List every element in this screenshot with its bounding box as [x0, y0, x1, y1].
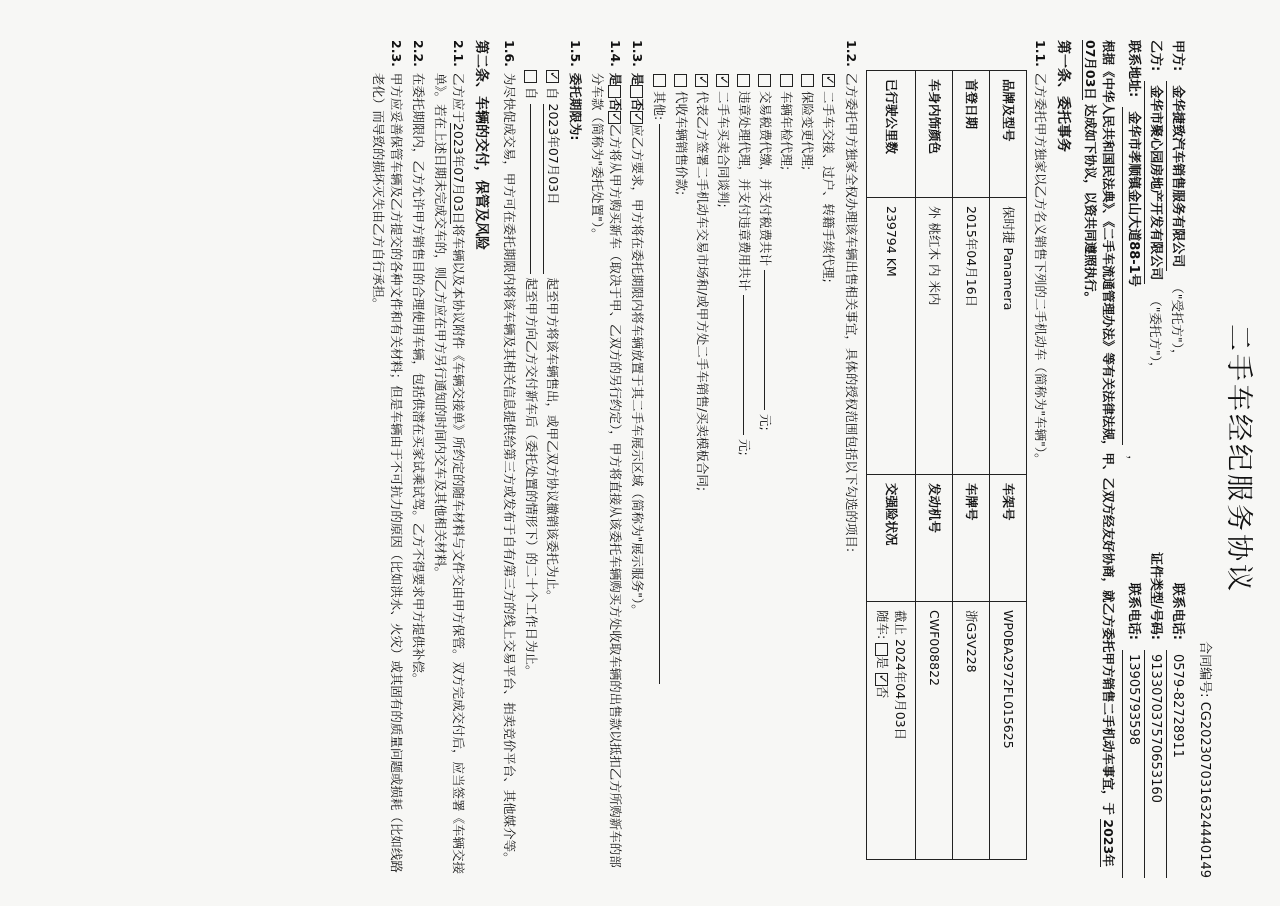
clause-number: 1.6. [501, 40, 517, 67]
contract-number-value: CG2023070316324440149 [1196, 701, 1212, 878]
option-label: 其他: [652, 91, 668, 121]
term-from: 自 [545, 87, 561, 100]
clause-1-2 [841, 40, 859, 878]
option-item [714, 74, 732, 878]
amount-blank[interactable] [743, 295, 744, 435]
preamble-part1: 根据《中华人民共和国民法典》、《二手车流通管理办法》等有关法律法规，甲、乙双方经友好协商，就乙方委托甲方销售二手机动车事宜，于 [1101, 40, 1117, 816]
contract-number [1194, 40, 1213, 878]
clause-2-1 [431, 40, 467, 878]
plate-label: 车牌号 [952, 475, 989, 602]
vin-label: 车架号 [989, 475, 1026, 602]
clause-2-3 [369, 40, 405, 878]
party-a-label: 甲方: [1170, 40, 1186, 72]
brand-model-value: 保时捷 Panamera [989, 198, 1026, 475]
option-checkbox[interactable] [780, 74, 793, 87]
option-label: 车辆年检代理; [779, 91, 795, 171]
option-checkbox[interactable] [674, 74, 687, 87]
table-row [866, 71, 915, 860]
clause-number: 2.2. [410, 40, 426, 67]
engine-no-value: CWF008822 [915, 602, 952, 860]
clause-text: 应乙方要求，甲方将在委托期限内将车辆放置于其二手车展示区域（简称为"展示服务"）。 [630, 123, 646, 617]
option-checkbox[interactable] [801, 74, 814, 87]
option-label: 保险变更代理; [800, 91, 816, 171]
contact-address-label: 联系地址: [1126, 40, 1142, 98]
term-date: 2023年07月03日 [543, 104, 562, 274]
option-checkbox[interactable] [737, 74, 750, 87]
clause-1-1 [1031, 40, 1049, 878]
option-item [693, 74, 711, 878]
option-suffix: 元; [736, 439, 752, 456]
clause-1-3 [628, 40, 646, 878]
option-checkbox[interactable] [716, 74, 729, 87]
section-1-title: 第一条、委托事务 [1055, 40, 1072, 152]
term-option-2 [522, 70, 540, 878]
other-blank[interactable] [659, 124, 660, 684]
option-item [756, 74, 774, 878]
clause-1-6 [499, 40, 517, 878]
party-a-line [1166, 40, 1186, 878]
contact-phone-label: 联系电话: [1126, 582, 1142, 640]
party-b-name: 金华市聚心园房地产开发有限公司 [1144, 81, 1164, 284]
table-row [915, 71, 952, 860]
engine-no-label: 发动机号 [915, 475, 952, 602]
mileage-label: 已行驶公里数 [866, 71, 915, 198]
party-b-line [1144, 40, 1164, 878]
option-label: 代收车辆销售价款; [673, 91, 689, 196]
contact-line [1122, 40, 1142, 878]
color-label: 车身内饰颜色 [915, 71, 952, 198]
term-text: 起至甲方向乙方交付新车后（委托处置的情形下）的二十个工作日为止。 [523, 277, 539, 678]
term-from: 自 [523, 87, 539, 100]
clause-text: 在委托期限内，乙方允许甲方销售目的合理使用车辆，包括供潜在买家试乘试驾。乙方不得要求甲方提供补偿。 [410, 72, 426, 686]
section-2-title: 第二条、车辆的交付，保管及风险 [473, 40, 490, 250]
yes-checkbox[interactable] [630, 85, 643, 98]
preamble [1081, 40, 1117, 878]
party-b-id-label: 证件类型/号码: [1148, 552, 1164, 640]
yes-label: 是 [630, 72, 646, 86]
no-checkbox[interactable] [608, 111, 621, 124]
option-checkbox[interactable] [695, 74, 708, 87]
clause-number: 1.2. [843, 40, 859, 67]
contact-address: 金华市孝顺镇金山大道88-1号 [1122, 107, 1142, 445]
yes-checkbox[interactable] [608, 85, 621, 98]
amount-blank[interactable] [765, 270, 766, 410]
vehicle-info-table [866, 70, 1027, 860]
contract-number-label: 合同编号: [1196, 641, 1212, 698]
yes-label: 是 [608, 72, 624, 86]
term-text: 起至甲方将该车辆售出，或甲乙双方协议撤销该委托为止。 [545, 277, 561, 603]
term-option-1 [543, 70, 562, 878]
insurance-value [866, 602, 915, 860]
option-checkbox[interactable] [759, 74, 772, 87]
option-label: 交易税费代缴，并支付税费共计 [758, 91, 774, 267]
mileage-value: 239794 KM [866, 198, 915, 475]
party-a-role: （"受托方"）， [1170, 281, 1186, 362]
table-row [952, 71, 989, 860]
first-registration-value: 2015年04月16日 [952, 198, 989, 475]
with-car-label: 随车: [874, 610, 890, 640]
contact-phone: 13905793598 [1122, 650, 1142, 878]
option-suffix: 元; [758, 414, 774, 431]
clause-2-2 [409, 40, 427, 878]
plate-value: 浙G3V228 [952, 602, 989, 860]
preamble-part2: 达成如下协议，以资共同遵照执行。 [1083, 104, 1099, 305]
insurance-yes-label: 是 [874, 656, 890, 669]
clause-1-5 [566, 40, 584, 878]
party-a-phone: 0579-82728911 [1166, 650, 1186, 878]
party-b-role: （"委托方"）， [1148, 294, 1164, 375]
term-checkbox[interactable] [546, 70, 559, 83]
clause-1-4 [588, 40, 624, 878]
option-item [735, 74, 753, 878]
clause-title: 委托期限为: [567, 72, 583, 141]
insurance-with-car [873, 610, 891, 851]
term-checkbox[interactable] [524, 70, 537, 83]
clause-text: 乙方委托甲方独家以乙方名义销售下列的二手机动车（简称为"车辆"）。 [1032, 72, 1048, 466]
option-label: 二手车买卖合同谈判; [715, 91, 731, 208]
insurance-expiry: 截止 2024年04月03日 [892, 610, 908, 741]
option-checkbox[interactable] [822, 74, 835, 87]
clause-number: 1.3. [630, 40, 646, 67]
insurance-no-label: 否 [874, 685, 890, 699]
preamble-date: 2023年07月03日 [1083, 40, 1117, 867]
option-label: 违章处理代理，并支付违章费用共计 [736, 91, 752, 292]
clause-text-b: 将车辆以及本协议附件《车辆交接单》所约定的随车材料与文件交由甲方保管。双方完成交付后，应当签署《车辆交接单》。若在上述日期未完成交车的，则乙方应在甲方另行通知的时间内交车及其他相关材料。 [433, 72, 467, 875]
clause-text: 甲方应妥善保管车辆及乙方提交的各种文件和有关材料；但是车辆由于不可抗力的原因（比如洪水、火灾）或其固有的质量问题或损耗（比如线路老化）而导致的损坏灭失由乙方自行承担。 [370, 72, 404, 873]
brand-model-label: 品牌及型号 [989, 71, 1026, 198]
clause-number: 2.3. [388, 40, 404, 67]
option-label: 二手车交接、过户、转籍手续代理; [821, 91, 837, 283]
vin-value: WP0BA2972FL015625 [989, 602, 1026, 860]
no-checkbox[interactable] [630, 111, 643, 124]
option-item [819, 74, 837, 878]
authorization-options [650, 40, 837, 878]
insurance-label: 交强险状况 [866, 475, 915, 602]
no-label: 否 [630, 98, 646, 111]
clause-text-a: 乙方应于 [451, 72, 467, 123]
option-item [798, 74, 816, 878]
option-item [671, 74, 689, 878]
clause-number: 2.1. [451, 40, 467, 67]
clause-text: 乙方委托甲方独家全权办理该车辆出售相关事宜，具体的授权范围包括以下勾选的项目: [843, 72, 859, 553]
option-label: 代表乙方签署二手机动车交易市场和/或甲方处二手车销售/买卖模板合同; [694, 91, 710, 492]
option-item [650, 74, 668, 878]
insurance-no-checkbox[interactable] [875, 673, 888, 686]
party-a-phone-label: 联系电话: [1170, 582, 1186, 640]
clause-text: 乙方将从甲方购买新车（取决于甲、乙双方的另行约定），甲方将直接从该委托车辆购买方处收取车辆的出售款以抵扣乙方所购新车的部分车款（简称为"委托处置"）。 [590, 72, 624, 868]
first-registration-label: 首登日期 [952, 71, 989, 198]
no-label: 否 [608, 98, 624, 111]
option-checkbox[interactable] [653, 74, 666, 87]
clause-number: 1.4. [608, 40, 624, 67]
party-b-id: 913307037570653160 [1144, 650, 1164, 878]
party-a-name: 金华捷致汽车销售服务有限公司 [1166, 81, 1186, 271]
party-b-label: 乙方: [1148, 40, 1164, 72]
clause-number: 1.1. [1032, 40, 1048, 67]
delivery-date: 2023年07月03日 [451, 122, 467, 225]
clause-text: 为尽快促成交易，甲方可在委托期限内将该车辆及其相关信息提供给第三方或发布于自有/第三方的线上交易平台、拍卖竞价平台、其他媒介等。 [501, 72, 517, 865]
insurance-yes-checkbox[interactable] [875, 643, 888, 656]
term-date-blank[interactable] [530, 104, 531, 274]
document-title: 二手车经纪服务协议 [1223, 324, 1254, 594]
contact-sep: ， [1126, 455, 1142, 468]
option-item [777, 74, 795, 878]
table-row [989, 71, 1026, 860]
color-value: 外 桃红木 内 米内 [915, 198, 952, 475]
clause-number: 1.5. [567, 40, 583, 67]
